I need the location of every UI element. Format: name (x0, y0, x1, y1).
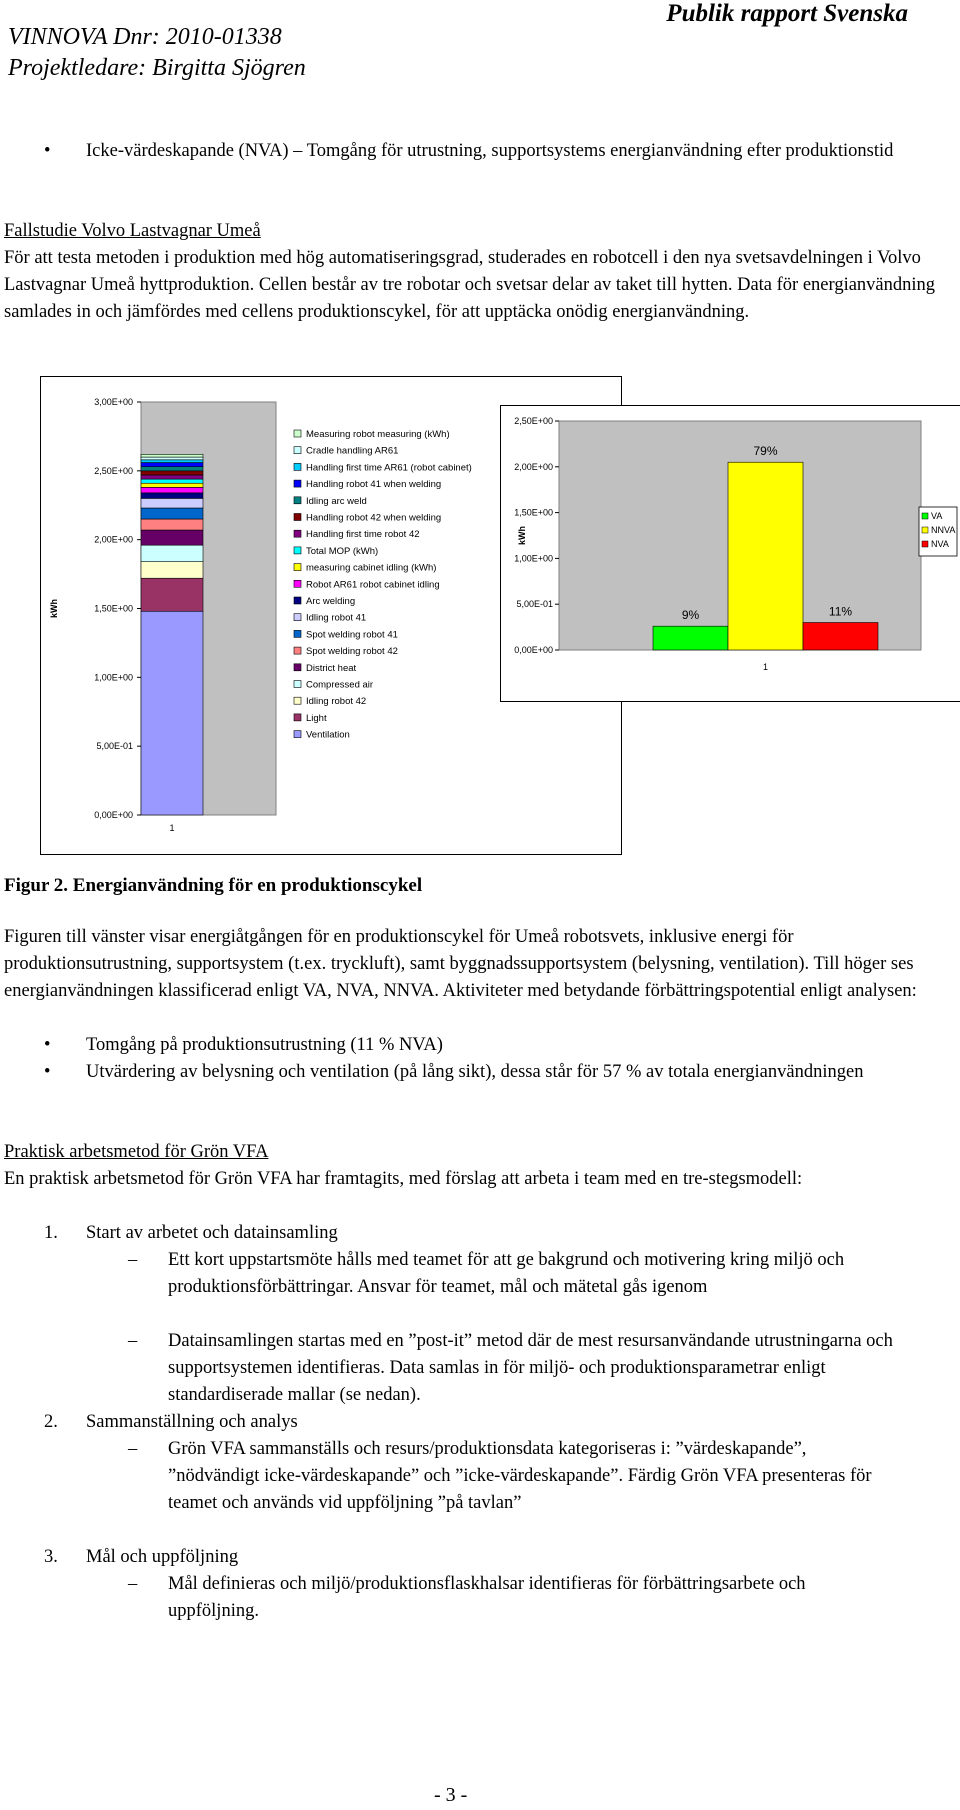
legend-swatch (922, 527, 928, 533)
bar-segment (141, 519, 203, 530)
bar-va (653, 626, 728, 650)
y-tick-label: 2,50E+00 (94, 465, 133, 476)
legend-swatch (294, 430, 301, 437)
y-tick-label: 0,00E+00 (94, 810, 133, 820)
legend-label: Total MOP (kWh) (306, 545, 379, 557)
legend-label: Idling arc weld (306, 495, 367, 507)
legend-swatch (294, 630, 301, 637)
project-number: VINNOVA Dnr: 2010-01338 (8, 24, 282, 50)
bar-segment (141, 487, 203, 493)
legend-swatch (294, 480, 301, 487)
legend-label: Idling robot 42 (306, 696, 367, 708)
legend-label: Handling robot 41 when welding (306, 479, 442, 491)
legend-swatch (922, 541, 928, 547)
bar-segment (141, 460, 203, 463)
legend-swatch (294, 463, 301, 470)
legend-swatch (294, 497, 301, 504)
report-type: Publik rapport Svenska (666, 0, 908, 27)
header-left (8, 22, 306, 84)
y-axis-label: kWh (517, 526, 527, 545)
legend-label: Handling first time robot 42 (306, 529, 420, 541)
dash-icon: – (128, 1439, 138, 1459)
bar-segment (141, 493, 203, 499)
legend-label: Compressed air (306, 679, 374, 691)
bar-nva (803, 623, 878, 650)
dash-icon: – (128, 1331, 138, 1351)
legend-label: Light (306, 712, 327, 724)
figure-text: Figuren till vänster visar energiåtgången för en produktionscykel för Umeå robotsvets, inklusive energi för produktionsutrustning, supportsystem (t.ex. tryckluft), samt byggnadssupportsystem (belysning, ventilation). Till höger ses energianvändningen klassificerad enligt VA, NVA, NNVA. Aktiviteter med betydande förbättringspotential enligt analysen: (4, 927, 917, 1001)
legend-label: measuring cabinet idling (kWh) (306, 562, 437, 574)
bar-segment (141, 530, 203, 545)
step-title: Sammanställning och analys (86, 1412, 298, 1432)
step-item-text: Mål definieras och miljö/produktionsflaskhalsar identifieras för förbättringsarbete och uppföljning. (168, 1574, 806, 1621)
data-label: 9% (681, 608, 700, 623)
step-number: 2. (44, 1412, 58, 1432)
legend-swatch (922, 513, 928, 519)
bar-nnva (728, 462, 803, 650)
bar-segment (141, 578, 203, 611)
legend-swatch (294, 664, 301, 671)
y-tick-label: 5,00E-01 (96, 741, 133, 752)
y-tick-label: 2,00E+00 (514, 461, 553, 472)
case-study-body: För att testa metoden i produktion med hög automatiseringsgrad, studerades en robotcell i den nya svetsavdelningen i Volvo Lastvagnar Umeå hyttproduktion. Cellen består av tre robotar och svetsar delar av taket till hytten. Data för energianvändning samlades in och jämfördes med cellens produktionscykel, för att upptäcka onödig energianvändning. (4, 248, 936, 322)
y-tick-label: 1,50E+00 (514, 507, 553, 518)
legend-label: Handling robot 42 when welding (306, 512, 442, 524)
legend-label: VA (931, 511, 943, 521)
legend-label: NVA (931, 539, 949, 549)
y-axis-label: kWh (49, 599, 59, 618)
legend-swatch (294, 714, 301, 721)
bar-segment (141, 611, 203, 815)
value-classification-chart (500, 405, 960, 702)
x-tick-label: 1 (169, 823, 175, 833)
y-tick-label: 5,00E-01 (516, 599, 553, 610)
bar-segment (141, 479, 203, 483)
legend-swatch (294, 597, 301, 604)
legend-swatch (294, 681, 301, 688)
value-classification-svg (501, 406, 959, 699)
y-tick-label: 1,50E+00 (94, 603, 133, 614)
legend-label: Ventilation (306, 729, 350, 741)
legend-label: Arc welding (306, 596, 356, 607)
y-tick-label: 0,00E+00 (514, 645, 553, 655)
y-tick-label: 2,50E+00 (514, 416, 553, 426)
improvement-text-2: Utvärdering av belysning och ventilation (på lång sikt), dessa står för 57 % av totala energianvändningen (86, 1062, 864, 1082)
legend-label: Measuring robot measuring (kWh) (306, 429, 450, 440)
dash-icon: – (128, 1250, 138, 1270)
page-number: - 3 - (434, 1784, 468, 1806)
legend-swatch (294, 530, 301, 537)
bullet-dot-icon: • (44, 1035, 51, 1055)
bar-segment (141, 498, 203, 508)
legend-label: Spot welding robot 41 (306, 629, 398, 641)
x-tick-label: 1 (762, 662, 769, 672)
legend-swatch (294, 580, 301, 587)
legend-swatch (294, 647, 301, 654)
bar-segment (141, 454, 203, 457)
bar-segment (141, 457, 203, 460)
step-number: 1. (44, 1223, 58, 1243)
legend-label: District heat (306, 662, 357, 674)
y-tick-label: 3,00E+00 (94, 397, 133, 407)
bar-segment (141, 471, 203, 475)
legend-label: Robot AR61 robot cabinet idling (306, 579, 440, 591)
y-tick-label: 2,00E+00 (94, 534, 133, 545)
legend-label: Spot welding robot 42 (306, 646, 398, 658)
step-number: 3. (44, 1547, 58, 1567)
dash-icon: – (128, 1574, 138, 1594)
method-title: Praktisk arbetsmetod för Grön VFA (4, 1142, 269, 1162)
step-item-text: Datainsamlingen startas med en ”post-it” metod där de mest resursanvändande utrustningarna och supportsystemen identifieras. Data samlas in för miljö- och produktionsparametrar enligt standardiserade mallar (se nedan). (168, 1331, 893, 1405)
step-item-text: Ett kort uppstartsmöte hålls med teamet för att ge bakgrund och motivering kring miljö och produktionsförbättringar. Ansvar för teamet, mål och mätetal gås igenom (168, 1250, 845, 1297)
bar-segment (141, 545, 203, 562)
bar-segment (141, 483, 203, 487)
y-tick-label: 1,00E+00 (514, 553, 553, 564)
figure-caption: Figur 2. Energianvändning för en produktionscykel (4, 875, 423, 896)
step-title: Start av arbetet och datainsamling (86, 1223, 338, 1243)
bar-segment (141, 475, 203, 479)
y-tick-label: 1,00E+00 (94, 672, 133, 683)
case-study-title: Fallstudie Volvo Lastvagnar Umeå (4, 221, 261, 241)
bar-segment (141, 508, 203, 519)
legend-label: NNVA (931, 525, 956, 535)
nva-bullet-text: Icke-värdeskapande (NVA) – Tomgång för utrustning, supportsystems energianvändning efter produktionstid (86, 141, 894, 161)
legend-swatch (294, 614, 301, 621)
step-title: Mål och uppföljning (86, 1547, 239, 1567)
legend-swatch (294, 547, 301, 554)
legend-swatch (294, 447, 301, 454)
bullet-dot-icon: • (44, 1062, 51, 1082)
step-item-text: Grön VFA sammanställs och resurs/produktionsdata kategoriseras i: ”värdeskapande”, ”nödvändigt icke-värdeskapande” och ”icke-värdeskapande”. Färdig Grön VFA presenteras för teamet och används vid uppföljning ”på tavlan” (168, 1439, 872, 1513)
legend-swatch (294, 514, 301, 521)
legend-label: Cradle handling AR61 (306, 445, 399, 457)
legend-swatch (294, 731, 301, 738)
data-label: 79% (753, 444, 778, 459)
legend-swatch (294, 564, 301, 571)
bar-segment (141, 562, 203, 579)
improvement-text-1: Tomgång på produktionsutrustning (11 % NVA) (86, 1035, 443, 1055)
project-leader: Projektledare: Birgitta Sjögren (8, 55, 306, 81)
data-label: 11% (828, 604, 853, 619)
bullet-dot-icon: • (44, 141, 51, 161)
method-intro: En praktisk arbetsmetod för Grön VFA har framtagits, med förslag att arbeta i team med en tre-stegsmodell: (4, 1169, 803, 1189)
legend-label: Handling first time AR61 (robot cabinet) (306, 462, 472, 474)
bar-segment (141, 467, 203, 471)
bar-segment (141, 463, 203, 467)
legend-label: Idling robot 41 (306, 612, 367, 624)
legend-swatch (294, 697, 301, 704)
